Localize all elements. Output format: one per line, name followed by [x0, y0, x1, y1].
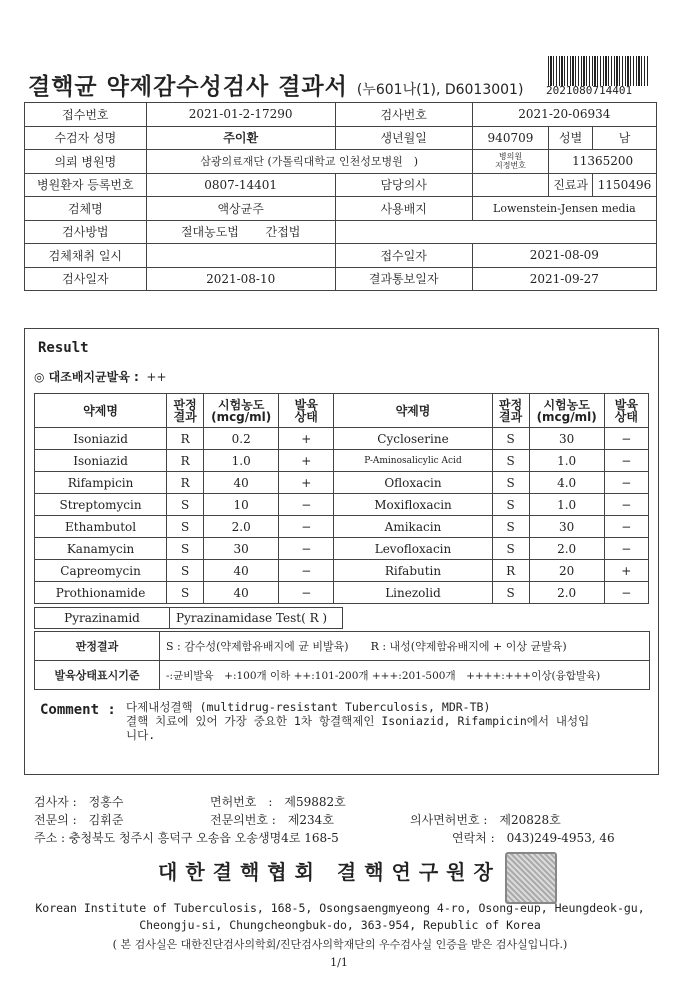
reception-no-value: 2021-01-2-17290 — [146, 103, 335, 127]
title-main: 결핵균 약제감수성검사 결과서 — [28, 74, 348, 100]
conc-cell: 0.2 — [204, 428, 279, 450]
english-address-line: Cheongju-si, Chungcheongbuk-do, 363-954, Republic of Korea — [139, 918, 541, 932]
col-conc-line2: (mcg/ml) — [211, 409, 272, 424]
judge-cell: S — [167, 538, 204, 560]
col-growth-line2: 상태 — [614, 409, 638, 424]
comment-text — [126, 700, 646, 742]
conc-cell: 4.0 — [529, 472, 604, 494]
col-judge — [492, 394, 529, 428]
reception-no-label: 접수번호 — [25, 103, 147, 127]
dept-label: 진료과 — [549, 173, 593, 197]
hospital-code-label-line1: 병의원 — [498, 152, 523, 162]
specimen-label: 검체명 — [25, 197, 147, 221]
report-date-label: 결과통보일자 — [335, 267, 472, 291]
table-row — [25, 173, 657, 197]
specialist-no: 전문의번호 : 제234호 — [210, 813, 334, 827]
growth-cell: − — [604, 538, 648, 560]
dob-label: 생년월일 — [335, 126, 472, 150]
specialist: 전문의 : 김휘준 — [34, 813, 124, 827]
method-label: 검사방법 — [25, 220, 147, 244]
drug-cell: Moxifloxacin — [334, 494, 492, 516]
table-row — [35, 560, 649, 582]
specimen-value: 액상균주 — [146, 197, 335, 221]
dob-value: 940709 — [472, 126, 549, 150]
method-value-1: 절대농도법 — [180, 225, 239, 240]
drug-cell: P-Aminosalicylic Acid — [334, 450, 492, 472]
conc-cell: 2.0 — [529, 582, 604, 604]
col-judge — [167, 394, 204, 428]
drug-cell: Rifampicin — [35, 472, 167, 494]
col-conc — [529, 394, 604, 428]
conc-cell: 30 — [529, 516, 604, 538]
susceptibility-table-body — [35, 428, 649, 604]
reg-no-value: 0807-14401 — [146, 173, 335, 197]
pyrazinamide-table — [34, 607, 343, 629]
medium-label: 사용배지 — [335, 197, 472, 221]
growth-cell: − — [279, 538, 334, 560]
official-seal-icon — [505, 852, 557, 904]
english-address — [30, 900, 650, 934]
col-growth — [279, 394, 334, 428]
test-no-value: 2021-20-06934 — [472, 103, 656, 127]
table-row — [25, 197, 657, 221]
patient-name-label: 수검자 성명 — [25, 126, 147, 150]
receipt-date-label: 접수일자 — [335, 244, 472, 268]
drug-cell: Streptomycin — [35, 494, 167, 516]
table-row — [35, 516, 649, 538]
comment-label: Comment : — [40, 702, 116, 718]
col-conc-line1: 시험농도 — [217, 397, 265, 412]
conc-cell: 1.0 — [529, 450, 604, 472]
comment-line: 니다. — [126, 728, 156, 742]
test-date-label: 검사일자 — [25, 267, 147, 291]
judge-cell: S — [492, 450, 529, 472]
col-conc-line2: (mcg/ml) — [536, 409, 597, 424]
growth-cell: + — [279, 428, 334, 450]
judge-cell: S — [492, 538, 529, 560]
doctor-label: 담당의사 — [335, 173, 472, 197]
col-judge-line2: 결과 — [499, 409, 523, 424]
criteria-table — [34, 631, 650, 690]
table-row — [35, 472, 649, 494]
sex-value: 남 — [593, 126, 657, 150]
conc-cell: 1.0 — [204, 450, 279, 472]
pza-value: Pyrazinamidase Test( R ) — [170, 608, 343, 629]
col-drug: 약제명 — [35, 394, 167, 428]
judge-cell: S — [492, 428, 529, 450]
conc-cell: 20 — [529, 560, 604, 582]
judge-cell: S — [167, 582, 204, 604]
collection-date-label: 검체채취 일시 — [25, 244, 147, 268]
conc-cell: 30 — [529, 428, 604, 450]
growth-cell: − — [279, 494, 334, 516]
col-judge-line2: 결과 — [173, 409, 197, 424]
table-row — [35, 632, 650, 661]
growth-cell: − — [279, 516, 334, 538]
col-drug: 약제명 — [334, 394, 492, 428]
judge-cell: R — [167, 428, 204, 450]
col-judge-line1: 판정 — [173, 397, 197, 412]
receipt-date-value: 2021-08-09 — [472, 244, 656, 268]
growth-cell: − — [604, 516, 648, 538]
drug-cell: Levofloxacin — [334, 538, 492, 560]
conc-cell: 10 — [204, 494, 279, 516]
growth-criteria-value: -:균비발육 +:100개 이하 ++:101-200개 +++:201-500개 ++++:+++이상(융합발육) — [160, 661, 650, 690]
patient-info-table — [24, 102, 657, 291]
judge-cell: S — [492, 472, 529, 494]
reg-no-label: 병원환자 등록번호 — [25, 173, 147, 197]
table-row — [35, 428, 649, 450]
drug-cell: Amikacin — [334, 516, 492, 538]
certification-note: ( 본 검사실은 대한진단검사의학회/진단검사의학재단의 우수검사실 인증을 받은 검사실입니다.) — [112, 938, 568, 951]
growth-cell: + — [279, 450, 334, 472]
table-row — [35, 494, 649, 516]
comment-line: 다제내성결핵 (multidrug-resistant Tuberculosis, MDR-TB) — [126, 700, 491, 714]
table-header-row — [35, 394, 649, 428]
growth-cell: + — [279, 472, 334, 494]
col-growth — [604, 394, 648, 428]
drug-cell: Prothionamide — [35, 582, 167, 604]
col-judge-line1: 판정 — [499, 397, 523, 412]
page-number: 1/1 — [330, 956, 348, 969]
dept-value: 1150496 — [593, 173, 657, 197]
barcode-number: 2021080714401 — [546, 84, 633, 97]
table-row — [25, 103, 657, 127]
drug-cell: Capreomycin — [35, 560, 167, 582]
control-culture-growth — [34, 368, 167, 385]
comment-line: 결핵 치료에 있어 가장 중요한 1차 항결핵제인 Isoniazid, Rifampicin에서 내성입 — [126, 714, 590, 728]
criteria-label: 판정결과 — [35, 632, 160, 661]
judge-cell: S — [167, 494, 204, 516]
table-row — [35, 582, 649, 604]
growth-cell: − — [604, 472, 648, 494]
judge-cell: R — [492, 560, 529, 582]
address: 주소 : 충청북도 청주시 흥덕구 오송읍 오송생명4로 168-5 — [34, 831, 339, 845]
drug-cell: Rifabutin — [334, 560, 492, 582]
test-no-label: 검사번호 — [335, 103, 472, 127]
conc-cell: 40 — [204, 582, 279, 604]
method-value — [146, 220, 335, 244]
table-row — [25, 126, 657, 150]
result-heading: Result — [38, 340, 89, 356]
drug-cell: Isoniazid — [35, 428, 167, 450]
control-culture-label: ◎ 대조배지균발육 : — [34, 370, 139, 384]
growth-criteria-label: 발육상태표시기준 — [35, 661, 160, 690]
phone: 연락처 : 043)249-4953, 46 — [452, 831, 615, 845]
examiner: 검사자 : 정홍수 — [34, 795, 124, 809]
col-conc — [204, 394, 279, 428]
english-address-line: Korean Institute of Tuberculosis, 168-5, Osongsaengmyeong 4-ro, Osong-eup, Heungdeok-gu, — [35, 901, 645, 915]
growth-cell: + — [604, 560, 648, 582]
judge-cell: S — [167, 560, 204, 582]
hospital-value: 삼광의료재단 (가톨릭대학교 인천성모병원 ) — [146, 150, 472, 174]
growth-cell: − — [604, 428, 648, 450]
drug-cell: Kanamycin — [35, 538, 167, 560]
growth-cell: − — [604, 582, 648, 604]
table-row — [25, 267, 657, 291]
collection-date-value — [146, 244, 335, 268]
col-conc-line1: 시험농도 — [543, 397, 590, 412]
patient-name-value: 주이환 — [146, 126, 335, 150]
drug-cell: Linezolid — [334, 582, 492, 604]
growth-cell: − — [279, 560, 334, 582]
doctor-value — [472, 173, 549, 197]
table-row — [35, 661, 650, 690]
drug-cell: Ethambutol — [35, 516, 167, 538]
sex-label: 성별 — [549, 126, 593, 150]
conc-cell: 2.0 — [529, 538, 604, 560]
document-title — [28, 68, 523, 101]
hospital-code-value: 11365200 — [549, 150, 657, 174]
growth-cell: − — [604, 494, 648, 516]
empty-cell — [335, 220, 656, 244]
conc-cell: 2.0 — [204, 516, 279, 538]
table-row — [25, 220, 657, 244]
judge-cell: R — [167, 450, 204, 472]
medium-value: Lowenstein-Jensen media — [472, 197, 656, 221]
col-growth-line2: 상태 — [294, 409, 318, 424]
conc-cell: 1.0 — [529, 494, 604, 516]
growth-cell: − — [604, 450, 648, 472]
test-date-value: 2021-08-10 — [146, 267, 335, 291]
judge-cell: R — [167, 472, 204, 494]
col-growth-line1: 발육 — [614, 397, 638, 412]
conc-cell: 40 — [204, 560, 279, 582]
license-no: 면허번호 : 제59882호 — [210, 795, 346, 809]
criteria-value: S : 감수성(약제함유배지에 균 비발육) R : 내성(약제함유배지에 + 이상 균발육) — [160, 632, 650, 661]
control-culture-value: ++ — [146, 370, 167, 384]
table-row — [35, 450, 649, 472]
judge-cell: S — [492, 494, 529, 516]
drug-cell: Isoniazid — [35, 450, 167, 472]
judge-cell: S — [492, 582, 529, 604]
table-row — [25, 244, 657, 268]
hospital-code-label-line2: 지정번호 — [494, 161, 526, 171]
conc-cell: 40 — [204, 472, 279, 494]
drug-cell: Cycloserine — [334, 428, 492, 450]
growth-cell: − — [279, 582, 334, 604]
pza-label: Pyrazinamid — [35, 608, 170, 629]
method-value-2: 간접법 — [265, 225, 301, 240]
table-row — [25, 150, 657, 174]
col-growth-line1: 발육 — [294, 397, 318, 412]
barcode-image — [548, 56, 648, 86]
hospital-code-label — [472, 150, 549, 174]
title-code: (누601나(1), D6013001) — [356, 82, 524, 98]
judge-cell: S — [492, 516, 529, 538]
doctor-license-no: 의사면허번호 : 제20828호 — [410, 813, 561, 827]
judge-cell: S — [167, 516, 204, 538]
table-row — [35, 538, 649, 560]
susceptibility-table — [34, 393, 649, 604]
table-row — [35, 608, 343, 629]
conc-cell: 30 — [204, 538, 279, 560]
hospital-label: 의뢰 병원명 — [25, 150, 147, 174]
drug-cell: Ofloxacin — [334, 472, 492, 494]
report-date-value: 2021-09-27 — [472, 267, 656, 291]
organization-name: 대한결핵협회 결핵연구원장 — [158, 860, 501, 884]
